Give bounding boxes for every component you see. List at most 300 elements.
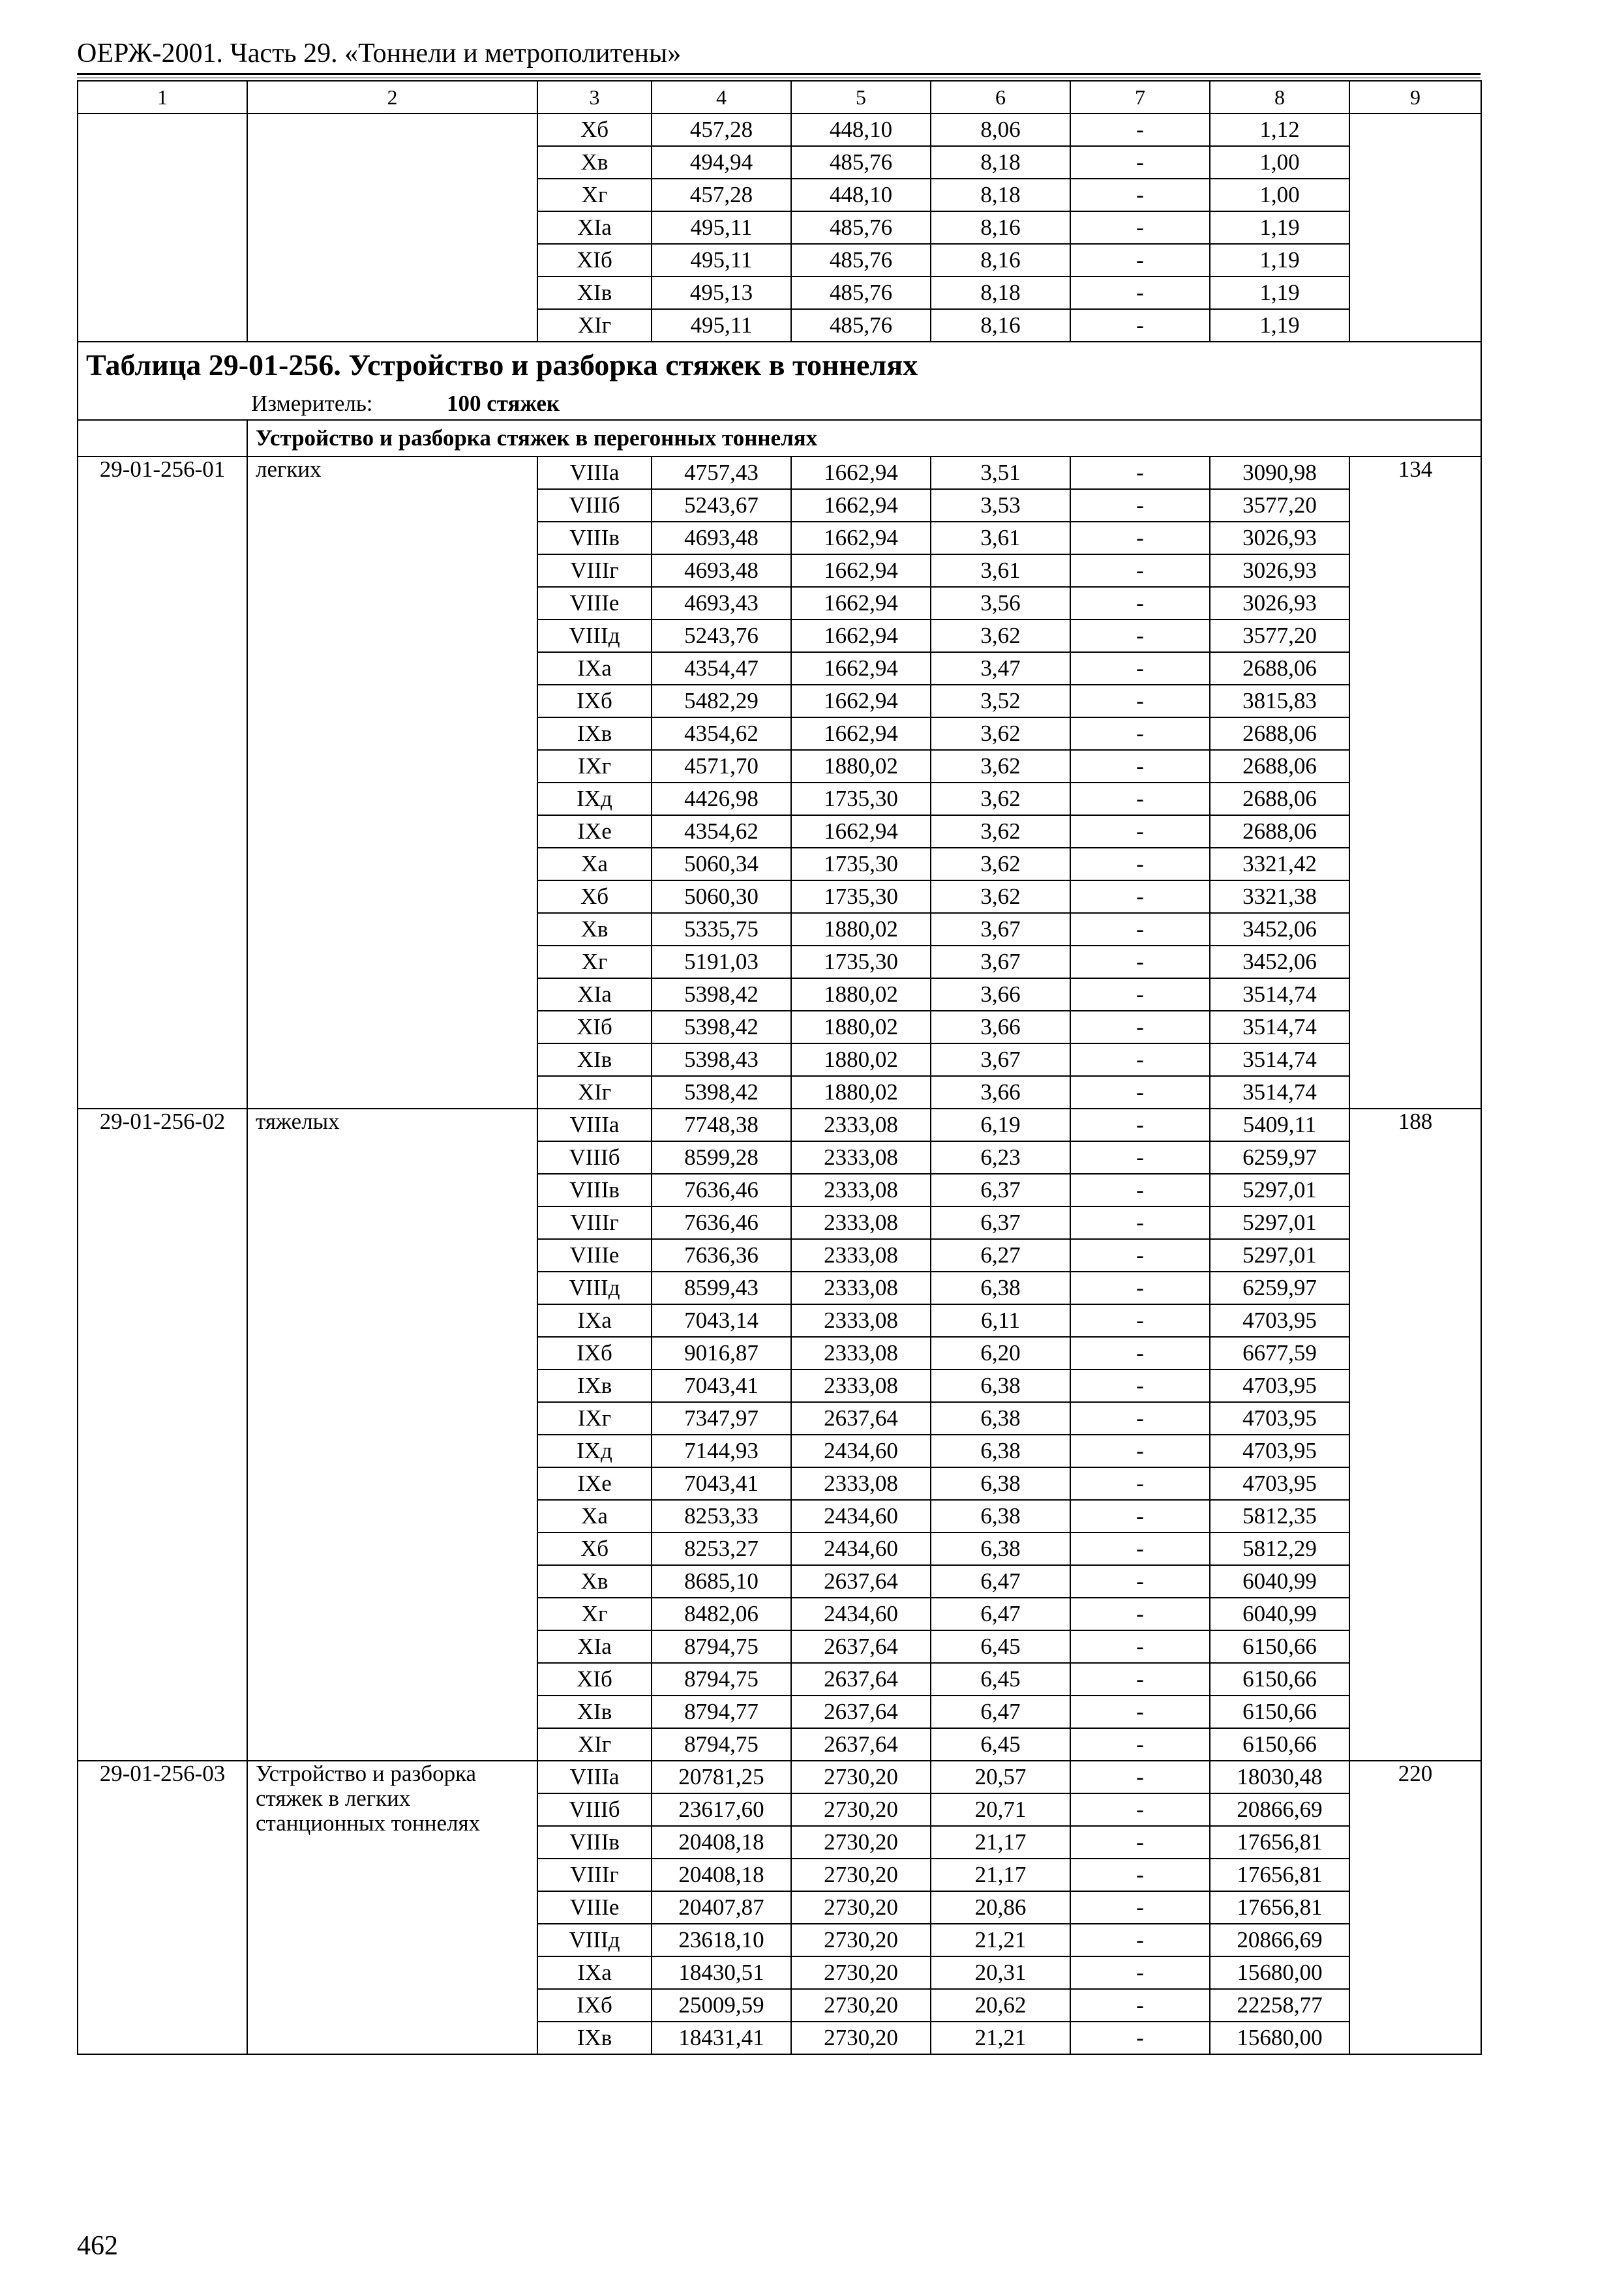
- machines-cell: 6,47: [931, 1598, 1070, 1630]
- total-cost-cell: 8685,10: [652, 1565, 791, 1598]
- machines-cell: 6,27: [931, 1239, 1070, 1272]
- wages-cell: 2637,64: [791, 1402, 931, 1435]
- machines-cell: 3,62: [931, 717, 1070, 750]
- wages-cell: 1735,30: [791, 848, 931, 880]
- column-number-cell: 2: [247, 81, 537, 113]
- section-spacer: [78, 420, 247, 456]
- category-cell: IXб: [537, 1337, 652, 1369]
- materials-cell: 2688,06: [1210, 815, 1349, 848]
- machines-cell: 8,16: [931, 309, 1070, 342]
- category-cell: VIIIв: [537, 1826, 652, 1859]
- wages-cell: 1662,94: [791, 554, 931, 587]
- category-cell: VIIIд: [537, 1924, 652, 1956]
- rate-cell: 188: [1349, 1109, 1481, 1761]
- machines-cell: 20,86: [931, 1891, 1070, 1924]
- driver-wages-cell: -: [1070, 946, 1210, 978]
- total-cost-cell: 495,11: [652, 244, 791, 277]
- total-cost-cell: 495,11: [652, 309, 791, 342]
- meter-row: [78, 387, 1481, 420]
- wages-cell: 2333,08: [791, 1337, 931, 1369]
- machines-cell: 3,62: [931, 880, 1070, 913]
- category-cell: VIIIе: [537, 1239, 652, 1272]
- materials-cell: 15680,00: [1210, 1956, 1349, 1989]
- table-body: [78, 81, 1481, 2054]
- meter-value: 100 стяжек: [447, 390, 560, 416]
- total-cost-cell: 25009,59: [652, 1989, 791, 2022]
- materials-cell: 6677,59: [1210, 1337, 1349, 1369]
- total-cost-cell: 4354,62: [652, 815, 791, 848]
- wages-cell: 448,10: [791, 113, 931, 146]
- category-cell: VIIIв: [537, 1174, 652, 1206]
- driver-wages-cell: -: [1070, 1826, 1210, 1859]
- machines-cell: 3,67: [931, 1043, 1070, 1076]
- machines-cell: 6,11: [931, 1304, 1070, 1337]
- name-cell: легких: [247, 456, 537, 1109]
- machines-cell: 3,53: [931, 489, 1070, 522]
- code-cell: 29-01-256-01: [78, 456, 247, 1109]
- wages-cell: 2333,08: [791, 1174, 931, 1206]
- meter: [247, 387, 1481, 420]
- wages-cell: 485,76: [791, 146, 931, 179]
- materials-cell: 2688,06: [1210, 750, 1349, 783]
- driver-wages-cell: -: [1070, 1630, 1210, 1663]
- driver-wages-cell: -: [1070, 1076, 1210, 1109]
- materials-cell: 1,12: [1210, 113, 1349, 146]
- total-cost-cell: 7636,36: [652, 1239, 791, 1272]
- wages-cell: 1880,02: [791, 913, 931, 946]
- wages-cell: 2333,08: [791, 1239, 931, 1272]
- total-cost-cell: 5191,03: [652, 946, 791, 978]
- column-number-row: [78, 81, 1481, 113]
- materials-cell: 20866,69: [1210, 1924, 1349, 1956]
- driver-wages-cell: -: [1070, 1337, 1210, 1369]
- total-cost-cell: 18430,51: [652, 1956, 791, 1989]
- driver-wages-cell: -: [1070, 848, 1210, 880]
- total-cost-cell: 4354,47: [652, 652, 791, 685]
- total-cost-cell: 8794,77: [652, 1696, 791, 1728]
- category-cell: IXв: [537, 1369, 652, 1402]
- category-cell: Xа: [537, 1500, 652, 1533]
- materials-cell: 5297,01: [1210, 1239, 1349, 1272]
- total-cost-cell: 5398,42: [652, 978, 791, 1011]
- materials-cell: 3577,20: [1210, 489, 1349, 522]
- total-cost-cell: 4426,98: [652, 783, 791, 815]
- driver-wages-cell: -: [1070, 978, 1210, 1011]
- name-cell: тяжелых: [247, 1109, 537, 1761]
- machines-cell: 6,38: [931, 1435, 1070, 1467]
- category-cell: XIа: [537, 978, 652, 1011]
- total-cost-cell: 5398,42: [652, 1076, 791, 1109]
- driver-wages-cell: -: [1070, 211, 1210, 244]
- driver-wages-cell: -: [1070, 1956, 1210, 1989]
- materials-cell: 5812,35: [1210, 1500, 1349, 1533]
- driver-wages-cell: -: [1070, 277, 1210, 309]
- materials-cell: 3321,42: [1210, 848, 1349, 880]
- category-cell: IXа: [537, 1956, 652, 1989]
- table-row: [78, 1761, 1481, 1793]
- driver-wages-cell: -: [1070, 1369, 1210, 1402]
- machines-cell: 3,62: [931, 750, 1070, 783]
- total-cost-cell: 5398,43: [652, 1043, 791, 1076]
- total-cost-cell: 8794,75: [652, 1728, 791, 1761]
- materials-cell: 3514,74: [1210, 1076, 1349, 1109]
- total-cost-cell: 457,28: [652, 179, 791, 211]
- category-cell: VIIIе: [537, 587, 652, 620]
- machines-cell: 8,18: [931, 277, 1070, 309]
- materials-cell: 3577,20: [1210, 620, 1349, 652]
- machines-cell: 3,62: [931, 783, 1070, 815]
- materials-cell: 4703,95: [1210, 1435, 1349, 1467]
- machines-cell: 3,62: [931, 848, 1070, 880]
- machines-cell: 8,18: [931, 179, 1070, 211]
- header-rule-thick: [77, 73, 1481, 75]
- driver-wages-cell: -: [1070, 1565, 1210, 1598]
- wages-cell: 1662,94: [791, 456, 931, 489]
- materials-cell: 6040,99: [1210, 1565, 1349, 1598]
- wages-cell: 1880,02: [791, 1011, 931, 1043]
- driver-wages-cell: -: [1070, 456, 1210, 489]
- name-cell: [247, 113, 537, 342]
- machines-cell: 3,62: [931, 620, 1070, 652]
- category-cell: Xв: [537, 1565, 652, 1598]
- wages-cell: 485,76: [791, 211, 931, 244]
- category-cell: XIа: [537, 1630, 652, 1663]
- machines-cell: 3,52: [931, 685, 1070, 717]
- driver-wages-cell: -: [1070, 685, 1210, 717]
- category-cell: XIб: [537, 244, 652, 277]
- machines-cell: 20,31: [931, 1956, 1070, 1989]
- machines-cell: 3,56: [931, 587, 1070, 620]
- materials-cell: 17656,81: [1210, 1859, 1349, 1891]
- driver-wages-cell: -: [1070, 1989, 1210, 2022]
- machines-cell: 6,45: [931, 1663, 1070, 1696]
- driver-wages-cell: -: [1070, 750, 1210, 783]
- wages-cell: 2434,60: [791, 1435, 931, 1467]
- machines-cell: 3,67: [931, 913, 1070, 946]
- driver-wages-cell: -: [1070, 1239, 1210, 1272]
- category-cell: Xв: [537, 913, 652, 946]
- meter-spacer: [78, 387, 247, 420]
- wages-cell: 1662,94: [791, 522, 931, 554]
- wages-cell: 2730,20: [791, 1859, 931, 1891]
- materials-cell: 1,00: [1210, 146, 1349, 179]
- driver-wages-cell: -: [1070, 113, 1210, 146]
- column-number-cell: 5: [791, 81, 931, 113]
- driver-wages-cell: -: [1070, 783, 1210, 815]
- driver-wages-cell: -: [1070, 652, 1210, 685]
- machines-cell: 3,67: [931, 946, 1070, 978]
- total-cost-cell: 18431,41: [652, 2022, 791, 2054]
- table-title: Таблица 29-01-256. Устройство и разборка стяжек в тоннелях: [78, 342, 1481, 387]
- category-cell: XIа: [537, 211, 652, 244]
- materials-cell: 3815,83: [1210, 685, 1349, 717]
- machines-cell: 3,66: [931, 1011, 1070, 1043]
- driver-wages-cell: -: [1070, 1793, 1210, 1826]
- wages-cell: 485,76: [791, 309, 931, 342]
- wages-cell: 1662,94: [791, 620, 931, 652]
- driver-wages-cell: -: [1070, 244, 1210, 277]
- category-cell: IXб: [537, 1989, 652, 2022]
- total-cost-cell: 5335,75: [652, 913, 791, 946]
- total-cost-cell: 495,11: [652, 211, 791, 244]
- machines-cell: 8,06: [931, 113, 1070, 146]
- driver-wages-cell: -: [1070, 913, 1210, 946]
- total-cost-cell: 5060,30: [652, 880, 791, 913]
- total-cost-cell: 23617,60: [652, 1793, 791, 1826]
- machines-cell: 6,45: [931, 1728, 1070, 1761]
- total-cost-cell: 8599,43: [652, 1272, 791, 1304]
- total-cost-cell: 5482,29: [652, 685, 791, 717]
- machines-cell: 3,47: [931, 652, 1070, 685]
- driver-wages-cell: -: [1070, 1924, 1210, 1956]
- materials-cell: 3090,98: [1210, 456, 1349, 489]
- materials-cell: 4703,95: [1210, 1467, 1349, 1500]
- materials-cell: 3026,93: [1210, 554, 1349, 587]
- total-cost-cell: 4571,70: [652, 750, 791, 783]
- driver-wages-cell: -: [1070, 1141, 1210, 1174]
- code-cell: [78, 113, 247, 342]
- category-cell: VIIIв: [537, 522, 652, 554]
- materials-cell: 2688,06: [1210, 652, 1349, 685]
- category-cell: VIIIг: [537, 1859, 652, 1891]
- materials-cell: 3514,74: [1210, 1043, 1349, 1076]
- wages-cell: 2434,60: [791, 1533, 931, 1565]
- machines-cell: 6,38: [931, 1500, 1070, 1533]
- table-title-row: [78, 342, 1481, 387]
- total-cost-cell: 20781,25: [652, 1761, 791, 1793]
- materials-cell: 6150,66: [1210, 1630, 1349, 1663]
- total-cost-cell: 7748,38: [652, 1109, 791, 1141]
- wages-cell: 448,10: [791, 179, 931, 211]
- materials-cell: 2688,06: [1210, 783, 1349, 815]
- wages-cell: 2637,64: [791, 1663, 931, 1696]
- section-heading-row: [78, 420, 1481, 456]
- driver-wages-cell: -: [1070, 1728, 1210, 1761]
- driver-wages-cell: -: [1070, 717, 1210, 750]
- column-number-cell: 6: [931, 81, 1070, 113]
- materials-cell: 3452,06: [1210, 913, 1349, 946]
- driver-wages-cell: -: [1070, 1402, 1210, 1435]
- materials-cell: 6150,66: [1210, 1728, 1349, 1761]
- machines-cell: 6,20: [931, 1337, 1070, 1369]
- category-cell: XIб: [537, 1663, 652, 1696]
- total-cost-cell: 4693,48: [652, 522, 791, 554]
- machines-cell: 8,16: [931, 244, 1070, 277]
- category-cell: VIIIб: [537, 489, 652, 522]
- total-cost-cell: 5398,42: [652, 1011, 791, 1043]
- machines-cell: 6,37: [931, 1174, 1070, 1206]
- category-cell: IXг: [537, 1402, 652, 1435]
- materials-cell: 6259,97: [1210, 1272, 1349, 1304]
- driver-wages-cell: -: [1070, 554, 1210, 587]
- wages-cell: 2730,20: [791, 2022, 931, 2054]
- driver-wages-cell: -: [1070, 1696, 1210, 1728]
- driver-wages-cell: -: [1070, 880, 1210, 913]
- wages-cell: 2333,08: [791, 1206, 931, 1239]
- total-cost-cell: 8599,28: [652, 1141, 791, 1174]
- materials-cell: 1,19: [1210, 211, 1349, 244]
- wages-cell: 2730,20: [791, 1924, 931, 1956]
- materials-cell: 17656,81: [1210, 1826, 1349, 1859]
- category-cell: Xг: [537, 1598, 652, 1630]
- category-cell: IXд: [537, 783, 652, 815]
- wages-cell: 2637,64: [791, 1696, 931, 1728]
- category-cell: Xб: [537, 113, 652, 146]
- materials-cell: 5297,01: [1210, 1206, 1349, 1239]
- materials-cell: 17656,81: [1210, 1891, 1349, 1924]
- wages-cell: 2637,64: [791, 1728, 931, 1761]
- total-cost-cell: 20408,18: [652, 1859, 791, 1891]
- machines-cell: 20,57: [931, 1761, 1070, 1793]
- materials-cell: 3514,74: [1210, 1011, 1349, 1043]
- materials-cell: 1,00: [1210, 179, 1349, 211]
- column-number-cell: 3: [537, 81, 652, 113]
- wages-cell: 2434,60: [791, 1500, 931, 1533]
- category-cell: IXа: [537, 652, 652, 685]
- wages-cell: 2730,20: [791, 1826, 931, 1859]
- driver-wages-cell: -: [1070, 1174, 1210, 1206]
- driver-wages-cell: -: [1070, 1467, 1210, 1500]
- wages-cell: 1662,94: [791, 587, 931, 620]
- total-cost-cell: 8794,75: [652, 1663, 791, 1696]
- running-header: ОЕРЖ-2001. Часть 29. «Тоннели и метрополитены»: [77, 38, 682, 68]
- wages-cell: 1880,02: [791, 1076, 931, 1109]
- machines-cell: 6,38: [931, 1402, 1070, 1435]
- column-number-cell: 8: [1210, 81, 1349, 113]
- price-table: [77, 80, 1482, 2055]
- materials-cell: 18030,48: [1210, 1761, 1349, 1793]
- materials-cell: 2688,06: [1210, 717, 1349, 750]
- machines-cell: 3,66: [931, 978, 1070, 1011]
- machines-cell: 6,47: [931, 1565, 1070, 1598]
- driver-wages-cell: -: [1070, 1304, 1210, 1337]
- category-cell: Xб: [537, 880, 652, 913]
- wages-cell: 2333,08: [791, 1304, 931, 1337]
- materials-cell: 15680,00: [1210, 2022, 1349, 2054]
- total-cost-cell: 7636,46: [652, 1174, 791, 1206]
- total-cost-cell: 7636,46: [652, 1206, 791, 1239]
- machines-cell: 6,47: [931, 1696, 1070, 1728]
- page-number: 462: [77, 2231, 118, 2261]
- category-cell: VIIIд: [537, 1272, 652, 1304]
- machines-cell: 21,17: [931, 1826, 1070, 1859]
- wages-cell: 1735,30: [791, 880, 931, 913]
- table-row: [78, 456, 1481, 489]
- materials-cell: 3452,06: [1210, 946, 1349, 978]
- total-cost-cell: 9016,87: [652, 1337, 791, 1369]
- driver-wages-cell: -: [1070, 620, 1210, 652]
- category-cell: Xг: [537, 179, 652, 211]
- wages-cell: 1735,30: [791, 783, 931, 815]
- category-cell: IXе: [537, 1467, 652, 1500]
- wages-cell: 1880,02: [791, 750, 931, 783]
- driver-wages-cell: -: [1070, 309, 1210, 342]
- wages-cell: 485,76: [791, 244, 931, 277]
- driver-wages-cell: -: [1070, 1435, 1210, 1467]
- section-heading: Устройство и разборка стяжек в перегонных тоннелях: [247, 420, 1481, 456]
- materials-cell: 5409,11: [1210, 1109, 1349, 1141]
- wages-cell: 2730,20: [791, 1989, 931, 2022]
- machines-cell: 21,21: [931, 2022, 1070, 2054]
- total-cost-cell: 494,94: [652, 146, 791, 179]
- rate-cell: 220: [1349, 1761, 1481, 2054]
- materials-cell: 3026,93: [1210, 522, 1349, 554]
- materials-cell: 4703,95: [1210, 1369, 1349, 1402]
- materials-cell: 22258,77: [1210, 1989, 1349, 2022]
- category-cell: XIг: [537, 1728, 652, 1761]
- category-cell: VIIIа: [537, 456, 652, 489]
- category-cell: Xв: [537, 146, 652, 179]
- machines-cell: 6,38: [931, 1467, 1070, 1500]
- category-cell: VIIIд: [537, 620, 652, 652]
- category-cell: VIIIа: [537, 1109, 652, 1141]
- table-row: [78, 1109, 1481, 1141]
- materials-cell: 1,19: [1210, 277, 1349, 309]
- machines-cell: 3,61: [931, 554, 1070, 587]
- driver-wages-cell: -: [1070, 1533, 1210, 1565]
- category-cell: IXд: [537, 1435, 652, 1467]
- materials-cell: 3514,74: [1210, 978, 1349, 1011]
- wages-cell: 1880,02: [791, 978, 931, 1011]
- rate-cell: 134: [1349, 456, 1481, 1109]
- name-cell: Устройство и разборка стяжек в легких станционных тоннелях: [247, 1761, 537, 2054]
- total-cost-cell: 5243,67: [652, 489, 791, 522]
- driver-wages-cell: -: [1070, 522, 1210, 554]
- wages-cell: 2434,60: [791, 1598, 931, 1630]
- total-cost-cell: 8794,75: [652, 1630, 791, 1663]
- total-cost-cell: 457,28: [652, 113, 791, 146]
- machines-cell: 6,38: [931, 1369, 1070, 1402]
- driver-wages-cell: -: [1070, 1761, 1210, 1793]
- wages-cell: 2730,20: [791, 1793, 931, 1826]
- driver-wages-cell: -: [1070, 489, 1210, 522]
- wages-cell: 2637,64: [791, 1630, 931, 1663]
- category-cell: IXв: [537, 2022, 652, 2054]
- category-cell: IXб: [537, 685, 652, 717]
- machines-cell: 20,62: [931, 1989, 1070, 2022]
- meter-label: Измеритель:: [251, 390, 373, 416]
- machines-cell: 20,71: [931, 1793, 1070, 1826]
- category-cell: Xб: [537, 1533, 652, 1565]
- total-cost-cell: 8482,06: [652, 1598, 791, 1630]
- materials-cell: 1,19: [1210, 309, 1349, 342]
- total-cost-cell: 8253,33: [652, 1500, 791, 1533]
- driver-wages-cell: -: [1070, 815, 1210, 848]
- total-cost-cell: 20407,87: [652, 1891, 791, 1924]
- total-cost-cell: 4693,43: [652, 587, 791, 620]
- category-cell: IXе: [537, 815, 652, 848]
- wages-cell: 2730,20: [791, 1956, 931, 1989]
- wages-cell: 2333,08: [791, 1109, 931, 1141]
- materials-cell: 6040,99: [1210, 1598, 1349, 1630]
- machines-cell: 6,38: [931, 1272, 1070, 1304]
- category-cell: XIв: [537, 1696, 652, 1728]
- materials-cell: 3026,93: [1210, 587, 1349, 620]
- wages-cell: 2730,20: [791, 1891, 931, 1924]
- machines-cell: 21,17: [931, 1859, 1070, 1891]
- column-number-cell: 7: [1070, 81, 1210, 113]
- materials-cell: 1,19: [1210, 244, 1349, 277]
- total-cost-cell: 5243,76: [652, 620, 791, 652]
- rate-cell: [1349, 113, 1481, 342]
- driver-wages-cell: -: [1070, 179, 1210, 211]
- total-cost-cell: 5060,34: [652, 848, 791, 880]
- category-cell: Xг: [537, 946, 652, 978]
- wages-cell: 1662,94: [791, 489, 931, 522]
- wages-cell: 1662,94: [791, 717, 931, 750]
- category-cell: XIв: [537, 1043, 652, 1076]
- driver-wages-cell: -: [1070, 1109, 1210, 1141]
